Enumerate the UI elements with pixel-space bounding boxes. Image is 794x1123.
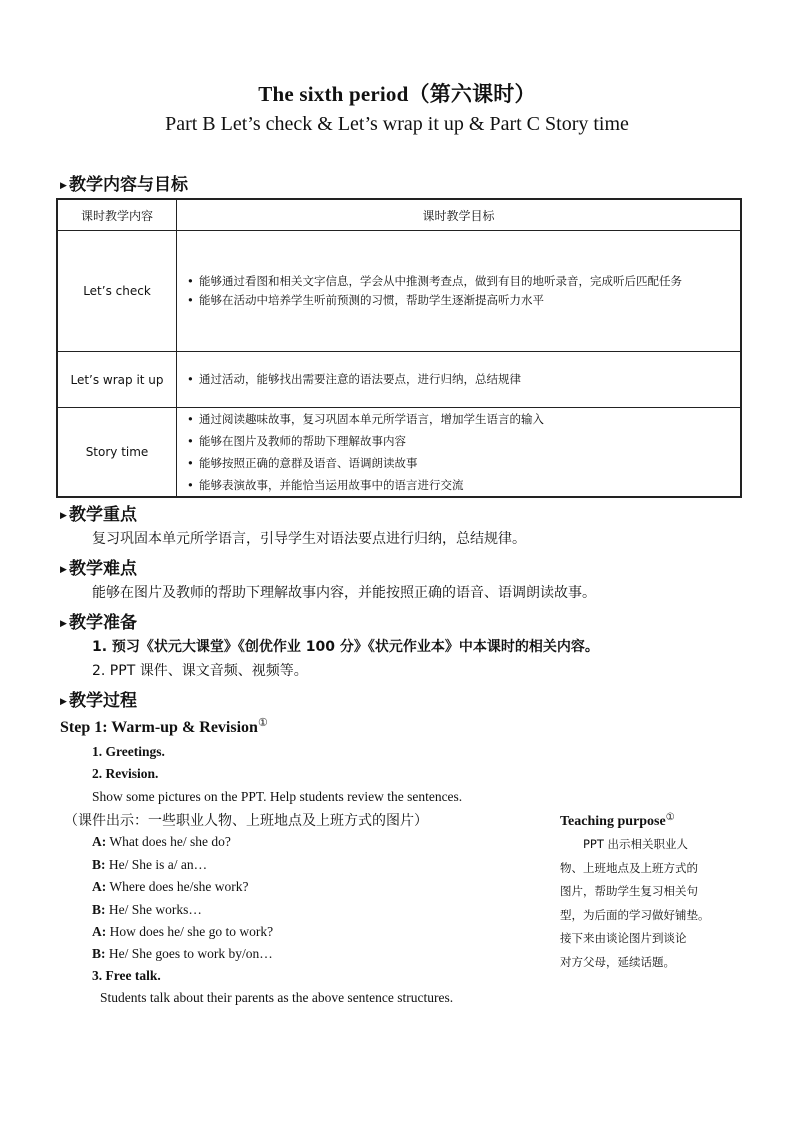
dialogue-line [92,879,248,895]
triangle-bullet-icon: ▶ [60,697,67,707]
table-header-content: 课时教学内容 [57,199,177,231]
goal-item: • 通过阅读趣味故事，复习巩固本单元所学语言，增加学生语言的输入 [187,408,730,430]
purpose-title-text: Teaching purpose [560,814,666,829]
section-heading-text: 教学准备 [69,613,137,633]
section-heading-content-goals [60,170,188,195]
revision-line: 2. Revision. [92,766,159,781]
section-heading-preparation [60,608,137,633]
purpose-line: PPT 出示相关职业人 [583,837,689,851]
free-talk-text: Students talk about their parents as the above sentence structures. [100,990,454,1005]
speaker-label: B: [92,902,106,917]
dialogue-line [92,834,231,850]
purpose-line: 接下来由谈论图片到谈论 [560,931,687,945]
greetings-line: 1. Greetings. [92,744,165,759]
footnote-mark: ① [257,717,268,729]
page-title: The sixth period（第六课时） [258,82,536,106]
speaker-label: B: [92,946,106,961]
goal-item: • 能够在活动中培养学生听前预测的习惯，帮助学生逐渐提高听力水平 [187,291,730,310]
section-heading-key-points [60,500,137,525]
table-header-goals: 课时教学目标 [177,199,742,231]
goal-item: • 能够表演故事，并能恰当运用故事中的语言进行交流 [187,474,730,496]
table-row [57,352,741,408]
dialogue-text: He/ She is a/ an… [105,857,208,872]
table-cell-content: Story time [57,408,177,498]
table-cell-content: Let’s check [57,231,177,352]
section-heading-text: 教学过程 [69,691,137,711]
goal-item: • 能够在图片及教师的帮助下理解故事内容 [187,430,730,452]
speaker-label: A: [92,834,107,849]
dialogue-line [92,902,202,918]
speaker-label: B: [92,857,106,872]
difficulties-text: 能够在图片及教师的帮助下理解故事内容，并能按照正确的语音、语调朗读故事。 [92,585,596,601]
table-cell-content: Let’s wrap it up [57,352,177,408]
triangle-bullet-icon: ▶ [60,619,67,629]
ppt-note: （课件出示：一些职业人物、上班地点及上班方式的图片） [64,813,428,829]
speaker-label: A: [92,924,107,939]
speaker-label: A: [92,879,107,894]
table-cell-goals [177,408,742,498]
triangle-bullet-icon: ▶ [60,565,67,575]
purpose-line: 型，为后面的学习做好铺垫。 [560,907,710,922]
triangle-bullet-icon: ▶ [60,511,67,521]
objectives-table [56,198,742,498]
goal-item: • 能够按照正确的意群及语音、语调朗读故事 [187,452,730,474]
section-heading-text: 教学重点 [69,505,137,525]
triangle-bullet-icon: ▶ [60,181,67,191]
table-row [57,408,741,498]
goal-item: • 能够通过看图和相关文字信息，学会从中推测考查点，做到有目的地听录音，完成听后匹配任务 [187,272,730,291]
dialogue-text: Where does he/she work? [106,879,249,894]
revision-text: Show some pictures on the PPT. Help students review the sentences. [92,789,463,804]
section-heading-text: 教学难点 [69,559,137,579]
dialogue-text: He/ She goes to work by/on… [105,946,273,961]
goal-item: • 通过活动，能够找出需要注意的语法要点，进行归纳，总结规律 [187,370,730,389]
dialogue-line [92,857,207,873]
preparation-item: 2. PPT 课件、课文音频、视频等。 [92,663,308,679]
preparation-item: 1. 预习《状元大课堂》《创优作业 100 分》《状元作业本》中本课时的相关内容。 [92,639,599,655]
free-talk-line: 3. Free talk. [92,968,161,983]
footnote-mark: ① [665,812,675,823]
teaching-purpose-title [560,812,675,830]
purpose-line: 物、上班地点及上班方式的 [560,860,698,875]
dialogue-line [92,946,273,962]
table-header-row [57,199,741,231]
step-heading [60,716,268,737]
step-title: Step 1: Warm-up & Revision [60,719,258,736]
teaching-purpose-body [560,833,730,974]
purpose-line: 对方父母，延续话题。 [560,954,675,969]
table-cell-goals [177,231,742,352]
page-subtitle: Part B Let’s check & Let’s wrap it up & Part C Story time [165,113,629,135]
table-cell-goals [177,352,742,408]
section-heading-process [60,686,137,711]
purpose-line: 图片，帮助学生复习相关句 [560,884,698,898]
dialogue-line [92,924,273,940]
section-heading-text: 教学内容与目标 [69,175,188,195]
dialogue-text: He/ She works… [105,902,202,917]
section-heading-difficulties [60,554,137,579]
dialogue-text: What does he/ she do? [106,834,231,849]
table-row [57,231,741,352]
dialogue-text: How does he/ she go to work? [106,924,274,939]
key-points-text: 复习巩固本单元所学语言，引导学生对语法要点进行归纳，总结规律。 [92,531,526,547]
